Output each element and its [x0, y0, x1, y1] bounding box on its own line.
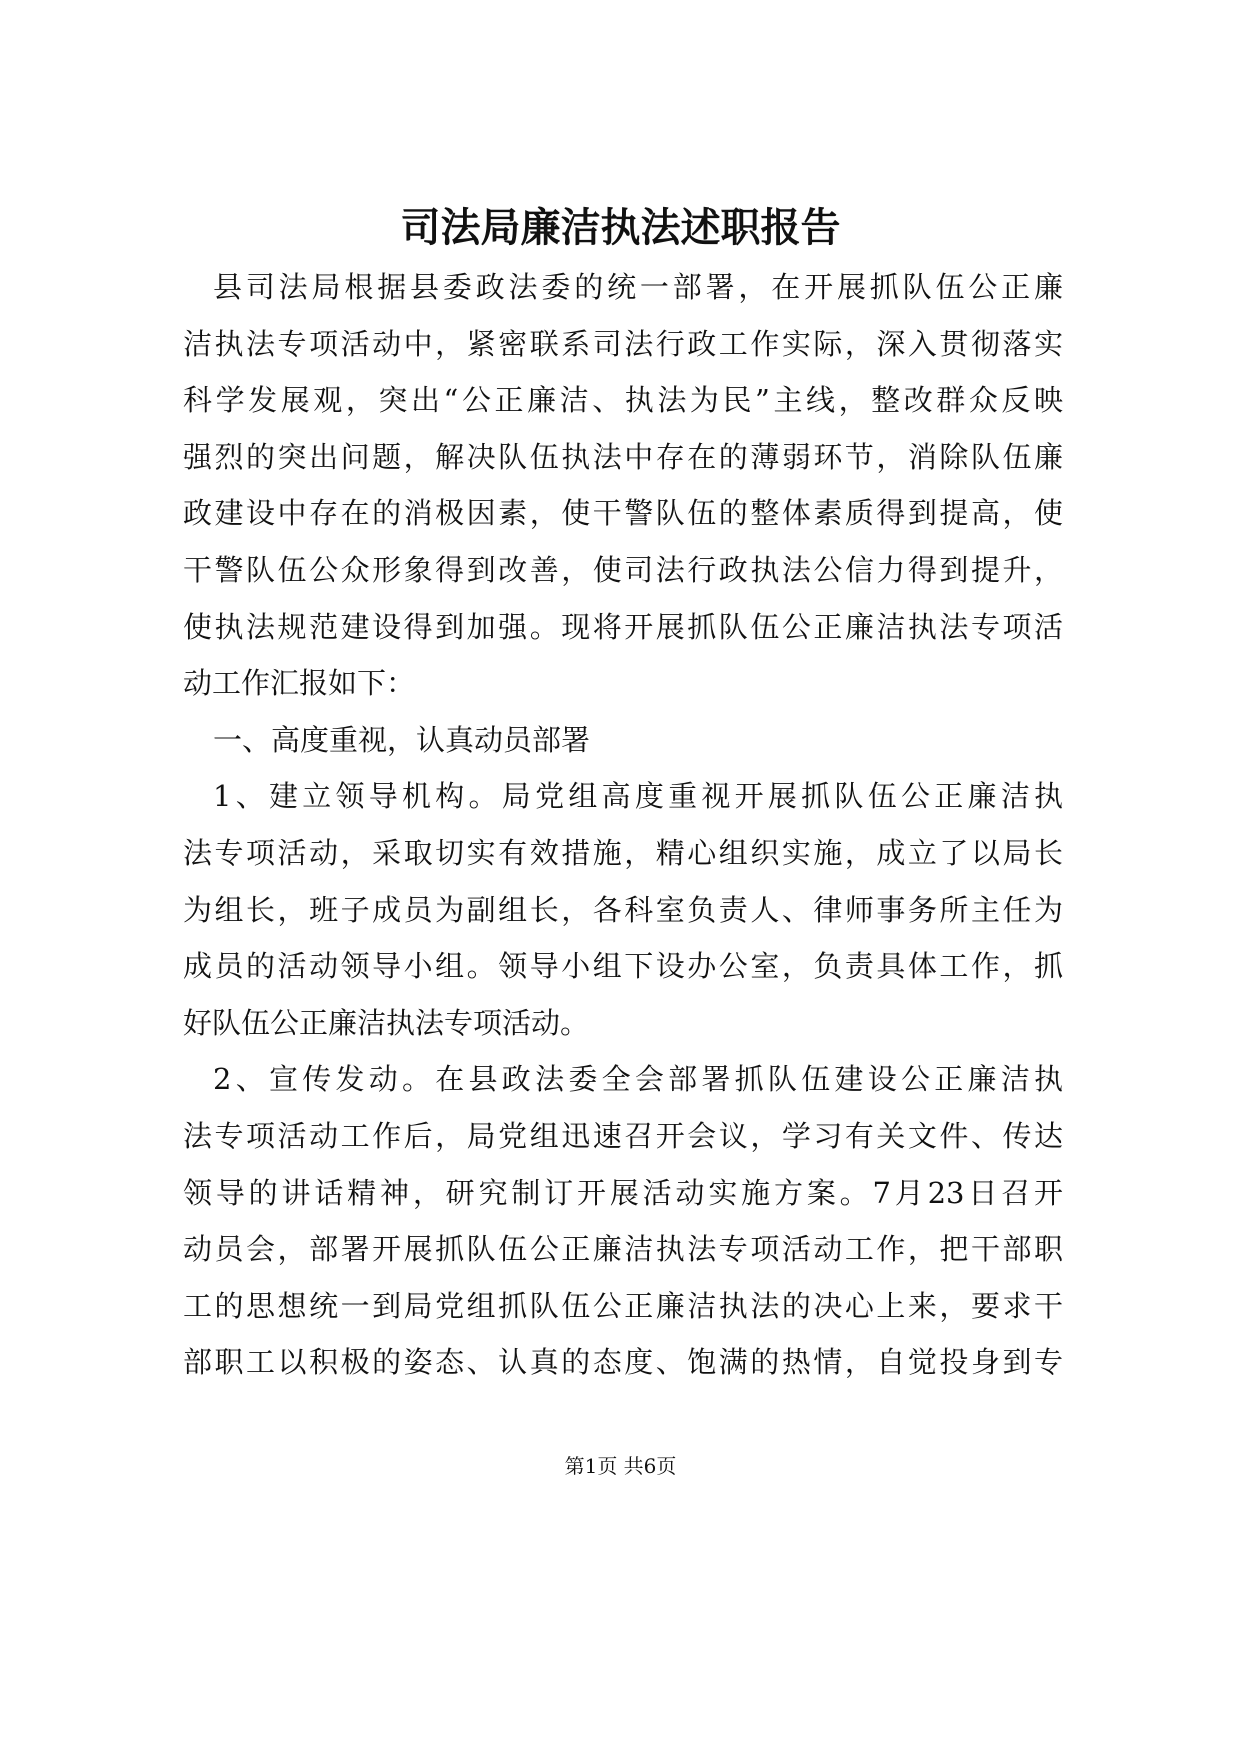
paragraph-line: 1、建立领导机构。局党组高度重视开展抓队伍公正廉洁执: [213, 779, 1063, 814]
paragraph-line: 县司法局根据县委政法委的统一部署，在开展抓队伍公正廉: [213, 270, 1063, 304]
paragraph-line: 工的思想统一到局党组抓队伍公正廉洁执法的决心上来，要求干: [183, 1288, 1063, 1323]
paragraph-line: 干警队伍公众形象得到改善，使司法行政执法公信力得到提升，: [183, 552, 1063, 587]
paragraph-line: 成员的活动领导小组。领导小组下设办公室，负责具体工作，抓: [183, 949, 1063, 984]
paragraph-line: 使执法规范建设得到加强。现将开展抓队伍公正廉洁执法专项活: [183, 609, 1063, 644]
paragraph-line: 为组长，班子成员为副组长，各科室负责人、律师事务所主任为: [183, 892, 1063, 927]
paragraph-line: 2、宣传发动。在县政法委全会部署抓队伍建设公正廉洁执: [213, 1062, 1063, 1097]
paragraph-line: 法专项活动，采取切实有效措施，精心组织实施，成立了以局长: [183, 835, 1063, 870]
paragraph-line: 领导的讲话精神，研究制订开展活动实施方案。7月23日召开: [183, 1175, 1063, 1210]
paragraph-line: 好队伍公正廉洁执法专项活动。: [183, 1005, 590, 1040]
paragraph-line: 动工作汇报如下：: [183, 666, 416, 701]
paragraph-line: 科学发展观，突出“公正廉洁、执法为民”主线，整改群众反映: [183, 383, 1063, 418]
page-footer: 第1页 共6页: [564, 1454, 677, 1478]
paragraph-line: 洁执法专项活动中，紧密联系司法行政工作实际，深入贯彻落实: [183, 326, 1063, 361]
paragraph-line: 动员会，部署开展抓队伍公正廉洁执法专项活动工作，把干部职: [183, 1232, 1063, 1267]
paragraph-line: 法专项活动工作后，局党组迅速召开会议，学习有关文件、传达: [183, 1118, 1063, 1153]
document-title: 司法局廉洁执法述职报告: [400, 204, 841, 251]
paragraph-line: 部职工以积极的姿态、认真的态度、饱满的热情，自觉投身到专: [183, 1345, 1063, 1380]
paragraph-line: 政建设中存在的消极因素，使干警队伍的整体素质得到提高，使: [183, 496, 1063, 531]
section-heading: 一、高度重视，认真动员部署: [213, 722, 591, 757]
paragraph-line: 强烈的突出问题，解决队伍执法中存在的薄弱环节，消除队伍廉: [183, 439, 1063, 474]
document-body: [183, 259, 1063, 1391]
